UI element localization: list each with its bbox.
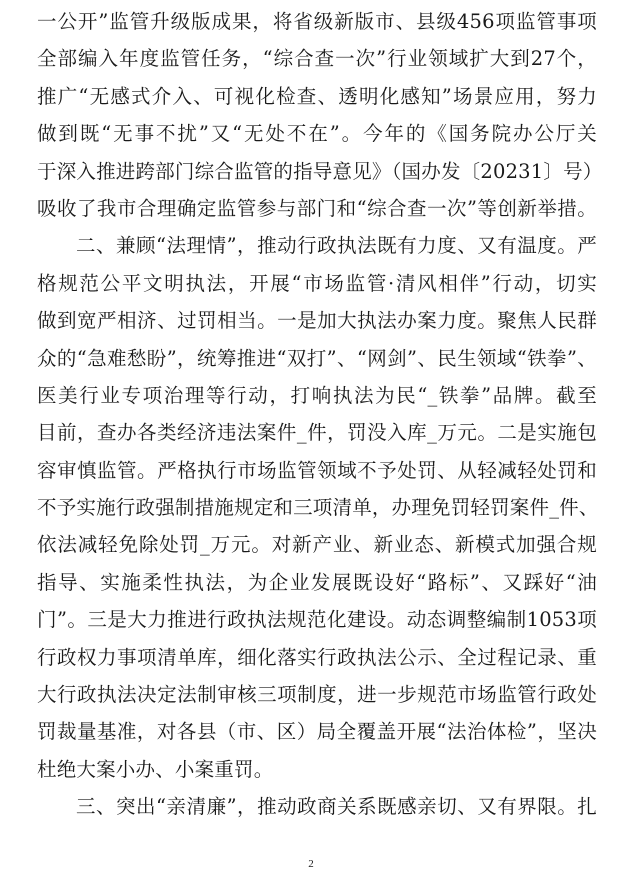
text-line: 行政权力事项清单库，细化落实行政执法公示、全过程记录、重 (37, 645, 597, 669)
text-line: 大行政执法决定法制审核三项制度，进一步规范市场监管行政处 (37, 683, 597, 707)
text-line: 一公开”监管升级版成果，将省级新版市、县级456项监管事项 (37, 10, 597, 33)
text-line: 二、兼顾“法理情”，推动行政执法既有力度、又有温度。严 (76, 234, 597, 258)
text-line: 杜绝大案小办、小案重罚。 (37, 757, 274, 781)
text-line: 不予实施行政强制措施规定和三项清单，办理免罚轻罚案件_件、 (37, 496, 599, 520)
text-line: 目前，查办各类经济违法案件_件，罚没入库_万元。二是实施包 (37, 421, 597, 445)
text-line: 医美行业专项治理等行动，打响执法为民“_铁拳”品牌。截至 (37, 383, 597, 407)
text-line: 容审慎监管。严格执行市场监管领域不予处罚、从轻减轻处罚和 (37, 458, 597, 482)
text-line: 做到宽严相济、过罚相当。一是加大执法办案力度。聚焦人民群 (37, 309, 597, 333)
text-line: 推广“无感式介入、可视化检查、透明化感知”场景应用，努力 (37, 84, 597, 108)
text-line: 做到既“无事不扰”又“无处不在”。今年的《国务院办公厅关 (37, 122, 597, 146)
text-line: 指导、实施柔性执法，为企业发展既设好“路标”、又踩好“油 (37, 570, 597, 594)
text-line: 门”。三是大力推进行政执法规范化建设。动态调整编制1053项 (37, 608, 597, 632)
text-line: 吸收了我市合理确定监管参与部门和“综合查一次”等创新举措。 (37, 196, 597, 220)
text-line: 三、突出“亲清廉”，推动政商关系既感亲切、又有界限。扎 (76, 795, 597, 819)
text-line: 于深入推进跨部门综合监管的指导意见》（国办发〔20231〕号） (37, 159, 603, 183)
text-line: 罚裁量基准，对各县（市、区）局全覆盖开展“法治体检”，坚决 (37, 720, 597, 744)
text-line: 众的“急难愁盼”，统筹推进“双打”、“网剑”、民生领域“铁拳”、 (37, 346, 597, 370)
body-text (37, 3, 603, 826)
text-line: 格规范公平文明执法，开展“市场监管·清风相伴”行动，切实 (37, 271, 597, 295)
text-line: 依法减轻免除处罚_万元。对新产业、新业态、新模式加强合规 (37, 533, 597, 557)
page-number: 2 (308, 858, 314, 870)
text-line: 全部编入年度监管任务，“综合查一次”行业领域扩大到27个， (37, 47, 597, 71)
